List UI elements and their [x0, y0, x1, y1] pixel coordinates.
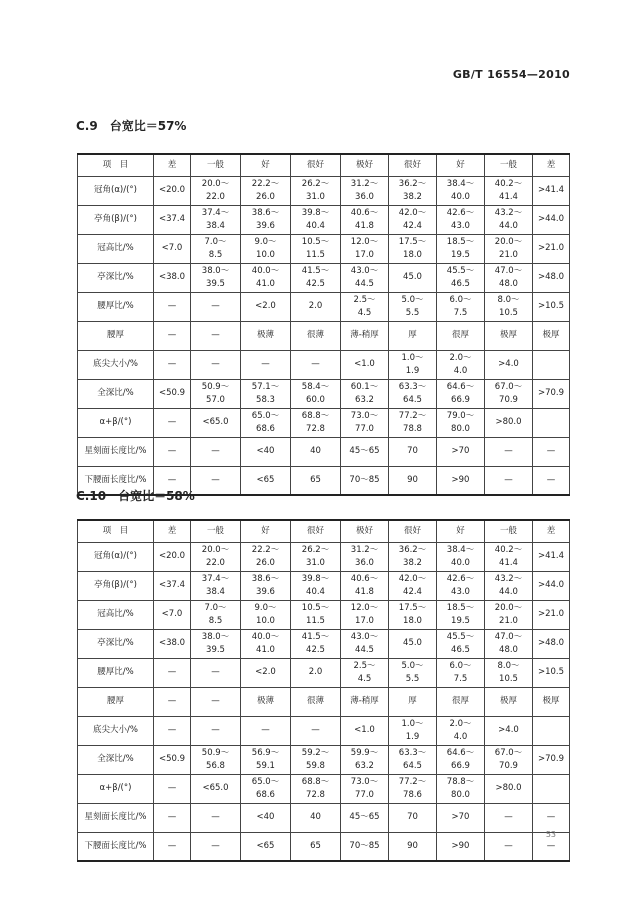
header-grade: 一般: [485, 520, 533, 542]
row-label: 底尖大小/%: [78, 716, 154, 745]
table-cell: 57.1～ 58.3: [241, 379, 291, 408]
row-label: 亭深比/%: [78, 263, 154, 292]
table-cell: —: [191, 803, 241, 832]
table-cell: 60.1～ 63.2: [341, 379, 389, 408]
table-cell: 7.0～ 8.5: [191, 600, 241, 629]
header-grade: 差: [533, 520, 570, 542]
table-cell: 65.0～ 68.6: [241, 408, 291, 437]
table-cell: —: [191, 350, 241, 379]
table-cell: [533, 408, 570, 437]
table-cell: 70～85: [341, 832, 389, 861]
table-cell: 极厚: [485, 687, 533, 716]
row-label: 星刻面长度比/%: [78, 437, 154, 466]
table-cell: 45.5～ 46.5: [437, 629, 485, 658]
table-cell: 70: [389, 437, 437, 466]
table-cell: 65.0～ 68.6: [241, 774, 291, 803]
table-cell: 26.2～ 31.0: [291, 542, 341, 571]
table-cell: —: [154, 803, 191, 832]
table-cell: >48.0: [533, 263, 570, 292]
table-cell: <7.0: [154, 234, 191, 263]
table-cell: [533, 716, 570, 745]
table-cell: 77.2～ 78.6: [389, 774, 437, 803]
row-label: 腰厚: [78, 687, 154, 716]
table-cell: [533, 350, 570, 379]
table-cell: 2.5～ 4.5: [341, 292, 389, 321]
table-cell: >70.9: [533, 379, 570, 408]
table-row: [78, 716, 570, 745]
table-cell: <2.0: [241, 658, 291, 687]
table-cell: —: [191, 292, 241, 321]
table-cell: 很厚: [437, 321, 485, 350]
row-label: 亭角(β)/(°): [78, 571, 154, 600]
table-cell: 37.4～ 38.4: [191, 571, 241, 600]
table-cell: 极厚: [485, 321, 533, 350]
row-label: 腰厚比/%: [78, 292, 154, 321]
table-cell: 50.9～ 56.8: [191, 745, 241, 774]
table-cell: 很薄: [291, 321, 341, 350]
row-label: 冠高比/%: [78, 234, 154, 263]
table-cell: <38.0: [154, 629, 191, 658]
header-grade: 极好: [341, 520, 389, 542]
table-row: [78, 466, 570, 495]
row-label: 腰厚比/%: [78, 658, 154, 687]
header-grade: 好: [241, 154, 291, 176]
table-cell: 10.5～ 11.5: [291, 234, 341, 263]
table-cell: 薄-稍厚: [341, 321, 389, 350]
table-cell: 65: [291, 832, 341, 861]
table-cell: >70.9: [533, 745, 570, 774]
table-cell: —: [191, 687, 241, 716]
table-cell: 43.2～ 44.0: [485, 205, 533, 234]
table-cell: <2.0: [241, 292, 291, 321]
header-item: 项 目: [78, 154, 154, 176]
header-grade: 很好: [389, 154, 437, 176]
table-cell: 70～85: [341, 466, 389, 495]
table-cell: 厚: [389, 687, 437, 716]
table-cell: 38.0～ 39.5: [191, 629, 241, 658]
table-cell: 56.9～ 59.1: [241, 745, 291, 774]
table-cell: 73.0～ 77.0: [341, 408, 389, 437]
table-row: [78, 321, 570, 350]
table-cell: —: [154, 466, 191, 495]
table-row: [78, 408, 570, 437]
header-grade: 一般: [485, 154, 533, 176]
table-header-row: [78, 154, 570, 176]
table-cell: 31.2～ 36.0: [341, 176, 389, 205]
table-cell: >10.5: [533, 658, 570, 687]
table-cell: >80.0: [485, 774, 533, 803]
table-cell: 40.0～ 41.0: [241, 629, 291, 658]
table-cell: —: [291, 716, 341, 745]
table-cell: <20.0: [154, 176, 191, 205]
table-cell: —: [154, 437, 191, 466]
table-cell: 40.6～ 41.8: [341, 205, 389, 234]
table-row: [78, 745, 570, 774]
table-row: [78, 600, 570, 629]
table-cell: 43.2～ 44.0: [485, 571, 533, 600]
grading-table-c9: [77, 153, 570, 496]
standard-number: GB/T 16554—2010: [452, 68, 570, 81]
table-cell: <1.0: [341, 716, 389, 745]
table-cell: >41.4: [533, 176, 570, 205]
table-cell: 47.0～ 48.0: [485, 629, 533, 658]
table-cell: [533, 774, 570, 803]
table-cell: 42.0～ 42.4: [389, 571, 437, 600]
table-cell: 22.2～ 26.0: [241, 176, 291, 205]
table-cell: —: [485, 832, 533, 861]
table-cell: 20.0～ 21.0: [485, 234, 533, 263]
table-cell: 12.0～ 17.0: [341, 234, 389, 263]
grading-table-c10: [77, 519, 570, 862]
table-cell: 79.0～ 80.0: [437, 408, 485, 437]
table-cell: —: [154, 292, 191, 321]
table-cell: 20.0～ 22.0: [191, 542, 241, 571]
table-cell: <7.0: [154, 600, 191, 629]
table-cell: >4.0: [485, 716, 533, 745]
table-cell: —: [191, 321, 241, 350]
table-row: [78, 292, 570, 321]
table-cell: >21.0: [533, 600, 570, 629]
table-cell: >90: [437, 832, 485, 861]
table-row: [78, 234, 570, 263]
table-cell: 41.5～ 42.5: [291, 263, 341, 292]
table-cell: 极厚: [533, 687, 570, 716]
table-row: [78, 629, 570, 658]
table-cell: 2.0: [291, 658, 341, 687]
table-cell: 45～65: [341, 803, 389, 832]
header-grade: 很好: [389, 520, 437, 542]
table-cell: 63.3～ 64.5: [389, 379, 437, 408]
table-cell: —: [154, 687, 191, 716]
table-cell: 18.5～ 19.5: [437, 600, 485, 629]
table-cell: 59.2～ 59.8: [291, 745, 341, 774]
section-title-c9: C.9 台宽比＝57%: [76, 119, 187, 133]
table-cell: <40: [241, 437, 291, 466]
table-cell: 20.0～ 21.0: [485, 600, 533, 629]
table-cell: —: [154, 832, 191, 861]
table-cell: —: [241, 350, 291, 379]
table-row: [78, 205, 570, 234]
table-row: [78, 437, 570, 466]
table-cell: —: [485, 437, 533, 466]
row-label: α+β/(°): [78, 408, 154, 437]
table-cell: 90: [389, 466, 437, 495]
page-number: 53: [545, 830, 556, 839]
row-label: 冠角(α)/(°): [78, 542, 154, 571]
table-cell: 67.0～ 70.9: [485, 745, 533, 774]
table-cell: —: [154, 350, 191, 379]
table-cell: 42.6～ 43.0: [437, 571, 485, 600]
table-cell: 9.0～ 10.0: [241, 600, 291, 629]
header-grade: 好: [437, 520, 485, 542]
table-cell: 42.6～ 43.0: [437, 205, 485, 234]
row-label: 星刻面长度比/%: [78, 803, 154, 832]
table-row: [78, 571, 570, 600]
section-title-c10: C.10 台宽比＝58%: [76, 489, 195, 503]
table-cell: >41.4: [533, 542, 570, 571]
table-cell: 极薄: [241, 687, 291, 716]
table-cell: 36.2～ 38.2: [389, 542, 437, 571]
table-cell: 40.2～ 41.4: [485, 542, 533, 571]
row-label: 亭角(β)/(°): [78, 205, 154, 234]
table-cell: 41.5～ 42.5: [291, 629, 341, 658]
table-cell: 38.4～ 40.0: [437, 176, 485, 205]
table-cell: —: [191, 466, 241, 495]
table-cell: 10.5～ 11.5: [291, 600, 341, 629]
table-cell: 38.4～ 40.0: [437, 542, 485, 571]
header-grade: 很好: [291, 520, 341, 542]
table-cell: 18.5～ 19.5: [437, 234, 485, 263]
table-cell: 58.4～ 60.0: [291, 379, 341, 408]
table-row: [78, 687, 570, 716]
table-cell: —: [191, 832, 241, 861]
table-cell: 薄-稍厚: [341, 687, 389, 716]
row-label: 冠高比/%: [78, 600, 154, 629]
table-cell: 31.2～ 36.0: [341, 542, 389, 571]
table-cell: 64.6～ 66.9: [437, 745, 485, 774]
table-cell: 63.3～ 64.5: [389, 745, 437, 774]
table-cell: <65.0: [191, 774, 241, 803]
table-cell: —: [154, 321, 191, 350]
table-cell: 40.6～ 41.8: [341, 571, 389, 600]
table-cell: >90: [437, 466, 485, 495]
table-cell: >10.5: [533, 292, 570, 321]
row-label: 底尖大小/%: [78, 350, 154, 379]
table-cell: >80.0: [485, 408, 533, 437]
table-cell: 1.0～ 1.9: [389, 716, 437, 745]
table-cell: 73.0～ 77.0: [341, 774, 389, 803]
row-label: 下腰面长度比/%: [78, 832, 154, 861]
table-cell: >21.0: [533, 234, 570, 263]
table-cell: —: [485, 466, 533, 495]
table-cell: 2.0～ 4.0: [437, 350, 485, 379]
table-cell: 9.0～ 10.0: [241, 234, 291, 263]
header-grade: 差: [154, 154, 191, 176]
table-cell: —: [154, 658, 191, 687]
table-cell: 36.2～ 38.2: [389, 176, 437, 205]
table-cell: 67.0～ 70.9: [485, 379, 533, 408]
table-cell: —: [154, 774, 191, 803]
table-cell: <38.0: [154, 263, 191, 292]
table-cell: —: [291, 350, 341, 379]
table-row: [78, 176, 570, 205]
table-row: [78, 542, 570, 571]
row-label: 下腰面长度比/%: [78, 466, 154, 495]
table-cell: —: [533, 437, 570, 466]
table-cell: 45.5～ 46.5: [437, 263, 485, 292]
table-cell: 26.2～ 31.0: [291, 176, 341, 205]
table-cell: <37.4: [154, 205, 191, 234]
table-cell: 8.0～ 10.5: [485, 292, 533, 321]
table-cell: <65: [241, 466, 291, 495]
table-cell: <1.0: [341, 350, 389, 379]
table-cell: 2.5～ 4.5: [341, 658, 389, 687]
table-cell: —: [154, 716, 191, 745]
table-cell: 37.4～ 38.4: [191, 205, 241, 234]
table-row: [78, 658, 570, 687]
table-cell: 45.0: [389, 629, 437, 658]
table-cell: 47.0～ 48.0: [485, 263, 533, 292]
table-cell: 12.0～ 17.0: [341, 600, 389, 629]
table-cell: 6.0～ 7.5: [437, 658, 485, 687]
header-grade: 一般: [191, 520, 241, 542]
table-cell: 64.6～ 66.9: [437, 379, 485, 408]
table-cell: 17.5～ 18.0: [389, 600, 437, 629]
table-cell: 78.8～ 80.0: [437, 774, 485, 803]
table-cell: 77.2～ 78.8: [389, 408, 437, 437]
table-cell: 90: [389, 832, 437, 861]
table-cell: 2.0～ 4.0: [437, 716, 485, 745]
header-grade: 很好: [291, 154, 341, 176]
table-cell: >44.0: [533, 205, 570, 234]
table-cell: 22.2～ 26.0: [241, 542, 291, 571]
row-label: 腰厚: [78, 321, 154, 350]
table-cell: —: [485, 803, 533, 832]
table-cell: 40: [291, 437, 341, 466]
row-label: 亭深比/%: [78, 629, 154, 658]
table-cell: 45.0: [389, 263, 437, 292]
table-cell: —: [241, 716, 291, 745]
table-cell: 38.0～ 39.5: [191, 263, 241, 292]
table-cell: —: [191, 716, 241, 745]
table-cell: 39.8～ 40.4: [291, 571, 341, 600]
table-cell: 68.8～ 72.8: [291, 408, 341, 437]
table-cell: 17.5～ 18.0: [389, 234, 437, 263]
table-row: [78, 832, 570, 861]
table-cell: —: [154, 408, 191, 437]
table-cell: 43.0～ 44.5: [341, 629, 389, 658]
table-cell: 2.0: [291, 292, 341, 321]
table-cell: —: [533, 466, 570, 495]
table-row: [78, 774, 570, 803]
table-cell: 20.0～ 22.0: [191, 176, 241, 205]
row-label: 全深比/%: [78, 379, 154, 408]
table-cell: <40: [241, 803, 291, 832]
table-cell: <50.9: [154, 745, 191, 774]
table-cell: <37.4: [154, 571, 191, 600]
table-cell: 1.0～ 1.9: [389, 350, 437, 379]
row-label: α+β/(°): [78, 774, 154, 803]
table-cell: 8.0～ 10.5: [485, 658, 533, 687]
table-cell: 40: [291, 803, 341, 832]
header-grade: 差: [154, 520, 191, 542]
table-cell: 7.0～ 8.5: [191, 234, 241, 263]
table-cell: 40.2～ 41.4: [485, 176, 533, 205]
table-cell: 45～65: [341, 437, 389, 466]
table-cell: >70: [437, 803, 485, 832]
table-cell: 50.9～ 57.0: [191, 379, 241, 408]
table-cell: —: [533, 832, 570, 861]
header-grade: 极好: [341, 154, 389, 176]
row-label: 全深比/%: [78, 745, 154, 774]
table-row: [78, 803, 570, 832]
header-grade: 好: [437, 154, 485, 176]
table-cell: 5.0～ 5.5: [389, 292, 437, 321]
row-label: 冠角(α)/(°): [78, 176, 154, 205]
table-cell: 68.8～ 72.8: [291, 774, 341, 803]
table-cell: 70: [389, 803, 437, 832]
table-cell: <65: [241, 832, 291, 861]
table-cell: 极薄: [241, 321, 291, 350]
table-cell: 38.6～ 39.6: [241, 205, 291, 234]
table-cell: >48.0: [533, 629, 570, 658]
table-cell: 6.0～ 7.5: [437, 292, 485, 321]
table-cell: 38.6～ 39.6: [241, 571, 291, 600]
table-cell: —: [191, 437, 241, 466]
header-grade: 一般: [191, 154, 241, 176]
table-cell: 65: [291, 466, 341, 495]
table-cell: 极厚: [533, 321, 570, 350]
table-cell: >4.0: [485, 350, 533, 379]
table-cell: 39.8～ 40.4: [291, 205, 341, 234]
table-cell: <50.9: [154, 379, 191, 408]
header-grade: 差: [533, 154, 570, 176]
table-cell: 厚: [389, 321, 437, 350]
table-cell: 很薄: [291, 687, 341, 716]
table-cell: >70: [437, 437, 485, 466]
table-cell: —: [191, 658, 241, 687]
header-item: 项 目: [78, 520, 154, 542]
table-cell: 59.9～ 63.2: [341, 745, 389, 774]
table-cell: <20.0: [154, 542, 191, 571]
table-row: [78, 350, 570, 379]
header-grade: 好: [241, 520, 291, 542]
table-cell: 40.0～ 41.0: [241, 263, 291, 292]
table-cell: >44.0: [533, 571, 570, 600]
table-cell: 很厚: [437, 687, 485, 716]
table-cell: 5.0～ 5.5: [389, 658, 437, 687]
table-cell: —: [533, 803, 570, 832]
table-cell: <65.0: [191, 408, 241, 437]
table-row: [78, 263, 570, 292]
table-cell: 42.0～ 42.4: [389, 205, 437, 234]
table-row: [78, 379, 570, 408]
table-cell: 43.0～ 44.5: [341, 263, 389, 292]
table-header-row: [78, 520, 570, 542]
